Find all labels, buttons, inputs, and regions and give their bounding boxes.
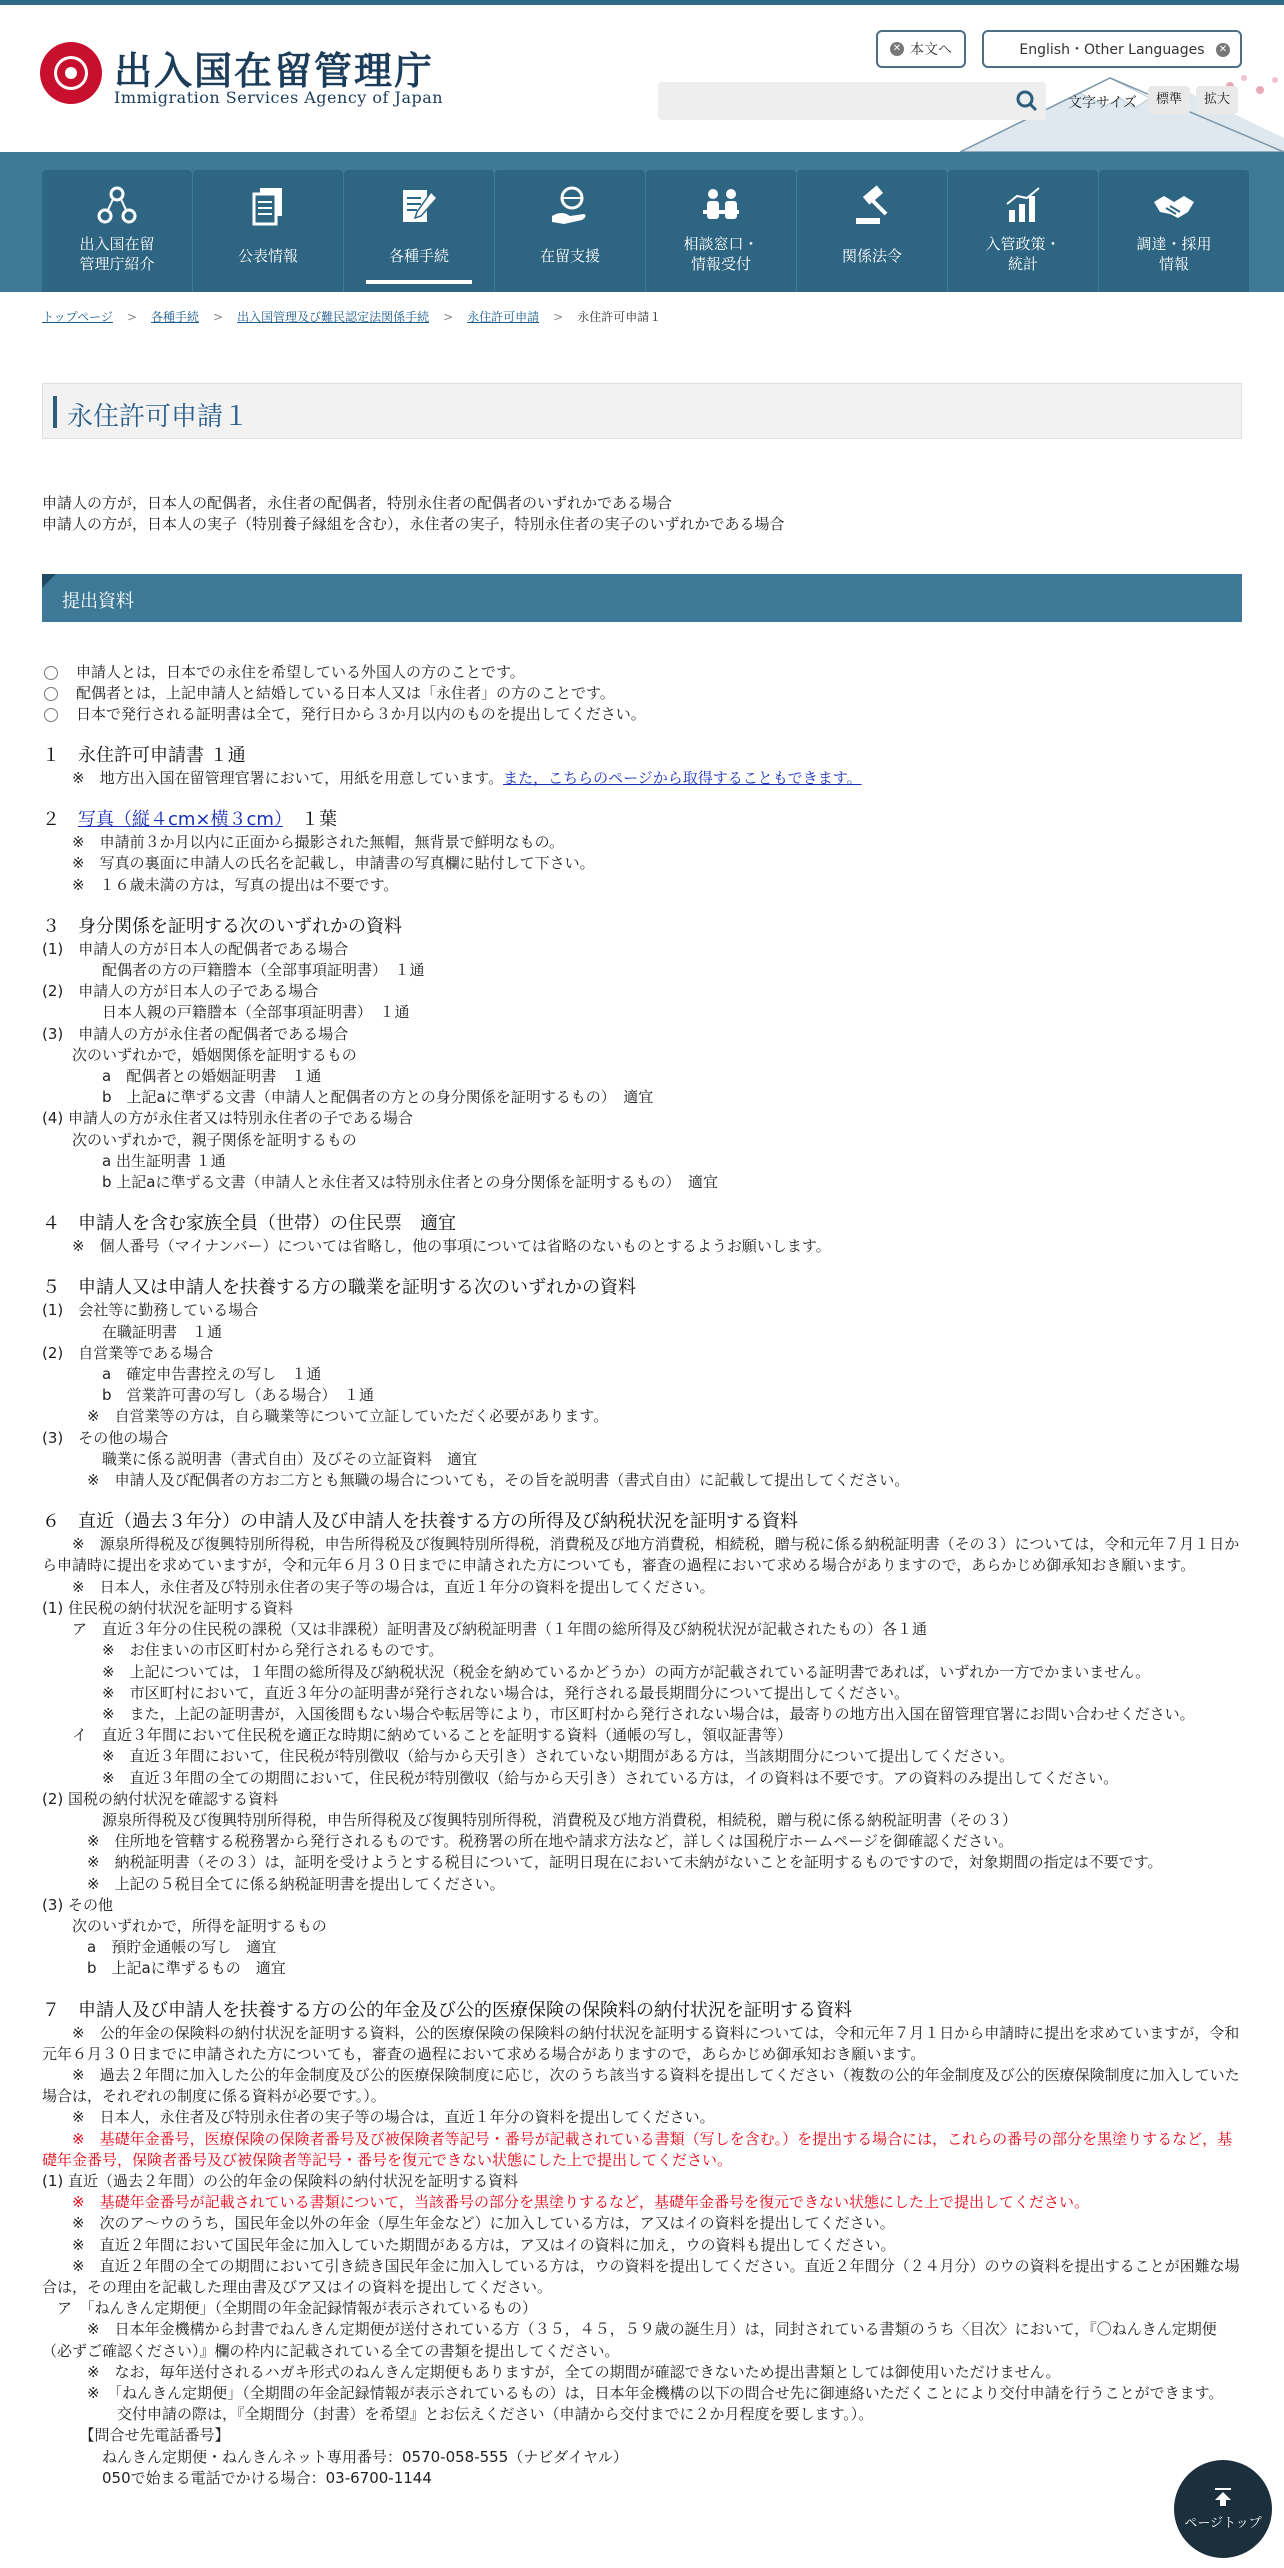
documents-icon xyxy=(246,184,290,228)
item-line xyxy=(42,1343,1242,1364)
item-text: ※ 基礎年金番号，医療保険の保険者番号及び被保険者等記号・番号が記載されている書類（写しを含む。）を提出する場合には，これらの番号の部分を黒塗りするなど，基礎年金番号，保険者番号及び被保険者等記号・番号を復元できない状態にした上で提出してください。 xyxy=(42,2129,1233,2169)
item-heading xyxy=(42,744,1242,768)
item-text: ※ 上記については，１年間の総所得及び納税状況（税金を納めているかどうか）の両方が記載されている証明書であれば，いずれか一方でかまいません。 xyxy=(42,1662,1151,1681)
item-text: ※ 申請人及び配偶者の方お二方とも無職の場合についても，その旨を説明書（書式自由）に記載して提出してください。 xyxy=(42,1471,910,1490)
item-line xyxy=(42,2023,1242,2065)
item-line xyxy=(42,1640,1242,1661)
item-line xyxy=(42,1002,1242,1023)
item-line xyxy=(42,1916,1242,1937)
condition-line: 申請人の方が，日本人の実子（特別養子縁組を含む），永住者の実子，特別永住者の実子のいずれかである場合 xyxy=(42,515,785,533)
item-line xyxy=(42,2362,1242,2383)
item-text: 源泉所得税及び復興特別所得税，申告所得税及び復興特別所得税，消費税及び地方消費税，相続税，贈与税に係る納税証明書（その３） xyxy=(42,1810,1018,1829)
item-line xyxy=(42,1958,1242,1979)
section-heading-bar xyxy=(42,574,1242,622)
item-line xyxy=(42,1577,1242,1598)
item-heading xyxy=(42,1510,1242,1534)
item-line xyxy=(42,1024,1242,1045)
item-line xyxy=(42,1725,1242,1746)
item-line xyxy=(42,2171,1242,2192)
item-text: 【問合せ先電話番号】 xyxy=(42,2426,230,2445)
item-text: ※ 日本人，永住者及び特別永住者の実子等の場合は，直近１年分の資料を提出してください。 xyxy=(42,1577,715,1596)
applicant-conditions xyxy=(42,493,785,535)
item-line xyxy=(42,1874,1242,1895)
nav-label: 各種手続 xyxy=(388,247,449,265)
page-title-box xyxy=(42,383,1242,439)
top-accent-bar xyxy=(0,0,1284,5)
item-text: ※ 上記の５税目全てに係る納税証明書を提出してください。 xyxy=(42,1874,505,1893)
item-text: 職業に係る説明書（書式自由）及びその立証資料 適宜 xyxy=(42,1449,478,1468)
breadcrumb-link-top[interactable]: トップページ xyxy=(42,310,113,324)
agency-emblem-icon xyxy=(40,42,102,104)
item-line xyxy=(42,2213,1242,2234)
item-link[interactable]: 写真（縦４cm×横３cm） xyxy=(78,809,283,831)
note-item: 配偶者とは，上記申請人と結婚している日本人又は「永住者」の方のことです。 xyxy=(42,683,646,704)
nav-label: 出入国在留 管理庁紹介 xyxy=(79,235,155,273)
item-line xyxy=(42,1364,1242,1385)
item-text: 次のいずれかで，親子関係を証明するもの xyxy=(42,1130,357,1149)
item-text: ※ 個人番号（マイナンバー）については省略し，他の事項については省略のないものとするようお願いします。 xyxy=(42,1237,831,1256)
nav-item-consultation[interactable] xyxy=(646,170,796,292)
nav-item-procedures[interactable] xyxy=(344,170,494,292)
item-line xyxy=(42,939,1242,960)
item-text: 次のいずれかで，所得を証明するもの xyxy=(42,1916,327,1935)
item-text: ※ 公的年金の保険料の納付状況を証明する資料，公的医療保険の保険料の納付状況を証明する資料については，令和元年７月１日から申請時に提出を求めていますが，令和元年６月３０日までに申請された方についても，審査の過程において求める場合がありますので，あらかじめ御承知おき願います。 xyxy=(42,2023,1240,2063)
nav-label: 公表情報 xyxy=(237,247,298,265)
chevron-right-icon: > xyxy=(443,310,454,324)
search-icon[interactable] xyxy=(1016,90,1038,112)
item-line xyxy=(42,1831,1242,1852)
nav-label: 入管政策・ 統計 xyxy=(985,235,1061,273)
item-text: ※ 直近３年間の全ての期間において，住民税が特別徴収（給与から天引き）されている方は，イの資料は不要です。アの資料のみ提出してください。 xyxy=(42,1768,1119,1787)
item-text: ※ 住所地を管轄する税務署から発行されるものです。税務署の所在地や請求方法など，詳しくは国税庁ホームページを御確認ください。 xyxy=(42,1832,1014,1851)
item-text: ※ 過去２年間に加入した公的年金制度及び公的医療保険制度に応じ，次のうち該当する資料を提出してください（複数の公的年金制度及び公的医療保険制度に加入していた場合は，それぞれの制度に係る資料が必要です。）。 xyxy=(42,2065,1240,2106)
item-text: イ 直近３年間において住民税を適正な時期に納めていることを証明する資料（通帳の写し，領収証書等） xyxy=(42,1726,793,1745)
item-text: ア 直近３年分の住民税の課税（又は非課税）証明書及び納税証明書（１年間の総所得及び納税状況が記載されたもの）各１通 xyxy=(42,1620,928,1639)
nav-item-procurement-recruitment[interactable] xyxy=(1099,170,1249,292)
item-text: b 営業許可書の写し（ある場合） １通 xyxy=(42,1386,375,1405)
item-line xyxy=(42,981,1242,1002)
item-text: ※ 次のア～ウのうち，国民年金以外の年金（厚生年金など）に加入している方は，ア又はイの資料を提出してください。 xyxy=(42,2214,895,2233)
item-text: ４ 申請人を含む家族全員（世帯）の住民票 適宜 xyxy=(42,1213,456,1235)
item-line xyxy=(42,1895,1242,1916)
item-text: (3) その他の場合 xyxy=(42,1428,169,1447)
item-line xyxy=(42,1598,1242,1619)
item-text: ※ 日本人，永住者及び特別永住者の実子等の場合は，直近１年分の資料を提出してください。 xyxy=(42,2108,715,2127)
item-text: ※ 地方出入国在留管理官署において，用紙を用意しています。 xyxy=(42,769,504,787)
item-line xyxy=(42,2383,1242,2404)
item-text: ※ 申請前３か月以内に正面から撮影された無帽，無背景で鮮明なもの。 xyxy=(42,833,564,852)
item-line xyxy=(42,1151,1242,1172)
item-text: ※ 「ねんきん定期便」（全期間の年金記録情報が表示されているもの）は，日本年金機構の以下の問合せ先に御連絡いただくことにより交付申請を行うことができます。 xyxy=(42,2384,1224,2402)
item-text-after: １葉 xyxy=(282,809,337,831)
pen-document-icon xyxy=(397,184,441,228)
warning-note xyxy=(42,2129,1242,2171)
chevron-right-icon: > xyxy=(213,310,224,324)
item-text: ※ 納税証明書（その３）は，証明を受けようとする税目について，証明日現在において未納がないことを証明するものですので，対象期間の指定は不要です。 xyxy=(42,1853,1163,1872)
item-text: (1) 直近（過去２年間）の公的年金の保険料の納付状況を証明する資料 xyxy=(42,2171,519,2190)
item-text: ３ 身分関係を証明する次のいずれかの資料 xyxy=(42,915,402,937)
item-line xyxy=(42,1704,1242,1725)
item-text: (1) 申請人の方が日本人の配偶者である場合 xyxy=(42,939,349,958)
circle-x-icon: ✕ xyxy=(890,42,904,56)
item-text: 050で始まる電話でかける場合：03-6700-1144 xyxy=(42,2468,432,2487)
item-line xyxy=(42,1768,1242,1789)
item-line xyxy=(42,1470,1242,1491)
breadcrumb xyxy=(42,308,661,325)
item-line xyxy=(42,1172,1242,1193)
breadcrumb-link-immigration-act[interactable]: 出入国管理及び難民認定法関係手続 xyxy=(237,310,430,324)
item-text: ねんきん定期便・ねんきんネット専用番号：0570-058-555（ナビダイヤル） xyxy=(42,2447,628,2466)
breadcrumb-link-procedures[interactable]: 各種手続 xyxy=(150,310,199,324)
item-text: ※ お住まいの市区町村から発行されるものです。 xyxy=(42,1641,444,1660)
page-top-label: ページトップ xyxy=(1184,2516,1262,2531)
nav-item-laws[interactable] xyxy=(797,170,947,292)
item-line xyxy=(42,1087,1242,1108)
item-line xyxy=(42,768,1242,789)
item-line xyxy=(42,1662,1242,1683)
global-navigation xyxy=(0,152,1284,292)
item-line xyxy=(42,1406,1242,1427)
item-text: (2) 自営業等である場合 xyxy=(42,1343,214,1362)
item-text: a 預貯金通帳の写し 適宜 xyxy=(42,1938,277,1957)
item-line xyxy=(42,1789,1242,1810)
site-title: 出入国在留管理庁 xyxy=(114,48,435,93)
item-line xyxy=(42,2425,1242,2446)
item-line xyxy=(42,1066,1242,1087)
item-line xyxy=(42,875,1242,896)
note-item: 日本で発行される証明書は全て，発行日から３か月以内のものを提出してください。 xyxy=(42,704,646,725)
circle-x-icon: ✕ xyxy=(1216,43,1230,57)
item-text: 在職証明書 １通 xyxy=(42,1322,223,1341)
item-text: 日本人親の戸籍謄本（全部事項証明書） １通 xyxy=(42,1003,410,1022)
item-line xyxy=(42,853,1242,874)
item-text: (3) 申請人の方が永住者の配偶者である場合 xyxy=(42,1024,349,1043)
item-line xyxy=(42,1683,1242,1704)
item-text: ５ 申請人又は申請人を扶養する方の職業を証明する次のいずれかの資料 xyxy=(42,1277,636,1299)
item-text: (4) 申請人の方が永住者又は特別永住者の子である場合 xyxy=(42,1109,414,1128)
skip-to-content-label: 本文へ xyxy=(910,42,952,58)
chevron-right-icon: > xyxy=(126,310,137,324)
item-line xyxy=(42,1428,1242,1449)
item-text: ６ 直近（過去３年分）の申請人及び申請人を扶養する方の所得及び納税状況を証明する資料 xyxy=(42,1511,798,1533)
item-line xyxy=(42,2319,1242,2361)
item-line xyxy=(42,1937,1242,1958)
item-text: a 確定申告書控えの写し １通 xyxy=(42,1365,322,1384)
item-text: ※ 日本年金機構から封書でねんきん定期便が送付されている方（３５，４５，５９歳の誕生月）は，同封されている書類のうち〈目次〉において，『〇ねんきん定期便（必ずご確認ください）』欄の枠内に記載されている全ての書類を提出してください。 xyxy=(42,2320,1217,2360)
item-line xyxy=(42,2298,1242,2319)
item-text: ２ xyxy=(42,809,78,831)
item-line xyxy=(42,1852,1242,1873)
item-heading xyxy=(42,1999,1242,2023)
item-line xyxy=(42,1385,1242,1406)
item-text: a 配偶者との婚姻証明書 １通 xyxy=(42,1067,322,1086)
people-network-icon xyxy=(95,184,139,228)
nav-label: 関係法令 xyxy=(841,247,902,265)
item-line xyxy=(42,2468,1242,2489)
item-line xyxy=(42,2107,1242,2128)
item-text: (3) その他 xyxy=(42,1895,114,1914)
item-line xyxy=(42,1045,1242,1066)
page-title: 永住許可申請１ xyxy=(67,402,250,432)
item-text: ア 「ねんきん定期便」（全期間の年金記録情報が表示されているもの） xyxy=(42,2299,538,2318)
nav-label: 調達・採用 情報 xyxy=(1136,235,1212,273)
item-text: ※ 市区町村において，直近３年分の証明書が発行されない場合は，発行される最長期間分について提出してください。 xyxy=(42,1683,909,1702)
page-top-button[interactable] xyxy=(1174,2460,1272,2558)
item-heading xyxy=(42,1212,1242,1236)
item-line xyxy=(42,1108,1242,1129)
nav-item-policy-statistics[interactable] xyxy=(948,170,1098,292)
handshake-icon xyxy=(1152,184,1196,228)
item-text: (1) 住民税の納付状況を証明する資料 xyxy=(42,1598,294,1617)
item-line xyxy=(42,1534,1242,1576)
item-text: ※ 直近３年間において，住民税が特別徴収（給与から天引き）されていない期間がある方は，当該期間分について提出してください。 xyxy=(42,1747,1014,1766)
skip-to-content-button[interactable] xyxy=(876,30,966,68)
definition-notes xyxy=(42,662,646,725)
item-text: a 出生証明書 １通 xyxy=(42,1151,226,1170)
site-subtitle: Immigration Services Agency of Japan xyxy=(114,88,444,107)
item-text: (2) 申請人の方が日本人の子である場合 xyxy=(42,982,319,1001)
breadcrumb-link-permanent-residence[interactable]: 永住許可申請 xyxy=(467,310,540,324)
language-switch-label: English・Other Languages xyxy=(1019,42,1205,58)
chevron-right-icon: > xyxy=(553,310,564,324)
item-text: ※ また，上記の証明書が，入国後間もない場合や転居等により，市区町村から発行されない場合は，最寄りの地方出入国在留管理官署にお問い合わせください。 xyxy=(42,1704,1195,1723)
item-text: ７ 申請人及び申請人を扶養する方の公的年金及び公的医療保険の保険料の納付状況を証明する資料 xyxy=(42,1999,852,2021)
item-heading xyxy=(42,915,1242,939)
item-line xyxy=(42,1322,1242,1343)
item-line xyxy=(42,832,1242,853)
nav-item-public-info[interactable] xyxy=(193,170,343,292)
section-heading: 提出資料 xyxy=(62,591,134,612)
item-line xyxy=(42,960,1242,981)
item-link[interactable]: また，こちらのページから取得することもできます。 xyxy=(503,769,862,787)
item-line xyxy=(42,1746,1242,1767)
site-search-input[interactable] xyxy=(658,82,1046,120)
note-item: 申請人とは，日本での永住を希望している外国人の方のことです。 xyxy=(42,662,646,683)
item-text: ※ 直近２年間の全ての期間において引き続き国民年金に加入している方は，ウの資料を提出してください。直近２年間分（２４月分）のウの資料を提出することが困難な場合は，その理由を記載した理由書及びア又はイの資料を提出してください。 xyxy=(42,2256,1240,2296)
item-text: 配偶者の方の戸籍謄本（全部事項証明書） １通 xyxy=(42,961,425,980)
font-size-standard-button[interactable]: 標準 xyxy=(1148,86,1190,114)
consultation-icon xyxy=(699,184,743,228)
required-documents-list xyxy=(42,744,1242,2489)
item-line xyxy=(42,1130,1242,1151)
item-text: 次のいずれかで，婚姻関係を証明するもの xyxy=(42,1045,357,1064)
condition-line: 申請人の方が，日本人の配偶者，永住者の配偶者，特別永住者の配偶者のいずれかである場合 xyxy=(42,494,673,512)
item-text: b 上記aに準ずるもの 適宜 xyxy=(42,1959,286,1978)
item-text: ※ 写真の裏面に申請人の氏名を記載し，申請書の写真欄に貼付して下さい。 xyxy=(42,854,595,873)
item-text: ※ １６歳未満の方は，写真の提出は不要です。 xyxy=(42,875,399,894)
item-text: (1) 会社等に勤務している場合 xyxy=(42,1301,259,1320)
item-text: 交付申請の際は，『全期間分（封書）を希望』とお伝えください（申請から交付までに２か月程度を要します。）。 xyxy=(42,2405,874,2424)
nav-label: 相談窓口・ 情報受付 xyxy=(683,235,759,273)
bar-chart-icon xyxy=(1001,184,1045,228)
language-switch-button[interactable] xyxy=(982,30,1242,68)
item-text: (2) 国税の納付状況を確認する資料 xyxy=(42,1789,279,1808)
nav-label: 在留支援 xyxy=(539,247,600,265)
item-line xyxy=(42,1810,1242,1831)
font-size-large-button[interactable]: 拡大 xyxy=(1196,86,1238,114)
item-text: ※ 直近２年間において国民年金に加入していた期間がある方は，ア又はイの資料に加え，ウの資料も提出してください。 xyxy=(42,2235,896,2254)
gavel-icon xyxy=(850,184,894,228)
item-text: ※ なお，毎年送付されるハガキ形式のねんきん定期便もありますが，全ての期間が確認できないため提出書類としては御使用いただけません。 xyxy=(42,2362,1061,2381)
item-text: １ 永住許可申請書 １通 xyxy=(42,745,246,766)
item-line xyxy=(42,1449,1242,1470)
item-line xyxy=(42,2256,1242,2298)
item-line xyxy=(42,1236,1242,1257)
item-line xyxy=(42,1300,1242,1321)
title-accent-bar xyxy=(53,396,57,428)
corner-accent xyxy=(42,574,56,588)
item-line xyxy=(42,2404,1242,2425)
item-line xyxy=(42,2235,1242,2256)
item-heading xyxy=(42,1276,1242,1300)
arrow-up-icon xyxy=(1213,2488,1233,2506)
font-size-label: 文字サイズ xyxy=(1068,95,1137,111)
nav-item-residence-support[interactable] xyxy=(495,170,645,292)
item-text: b 上記aに準ずる文書（申請人と配偶者の方との身分関係を証明するもの） 適宜 xyxy=(42,1088,654,1107)
nav-item-agency-intro[interactable] xyxy=(42,170,192,292)
breadcrumb-current: 永住許可申請１ xyxy=(577,310,662,324)
item-text: ※ 自営業等の方は，自ら職業等について立証していただく必要があります。 xyxy=(42,1407,609,1426)
warning-note xyxy=(42,2192,1242,2213)
item-heading xyxy=(42,808,1242,832)
item-line xyxy=(42,1619,1242,1640)
hand-globe-icon xyxy=(548,184,592,228)
item-line xyxy=(42,2065,1242,2107)
item-text: ※ 源泉所得税及び復興特別所得税，申告所得税及び復興特別所得税，消費税及び地方消費税，相続税，贈与税に係る納税証明書（その３）については，令和元年７月１日から申請時に提出を求めていますが，令和元年６月３０日までに申請された方についても，審査の過程において求める場合がありますので，あらかじめ御承知おき願います。 xyxy=(42,1535,1240,1575)
item-text: ※ 基礎年金番号が記載されている書類について，当該番号の部分を黒塗りするなど，基礎年金番号を復元できない状態にした上で提出してください。 xyxy=(42,2193,1089,2212)
item-text: b 上記aに準ずる文書（申請人と永住者又は特別永住者との身分関係を証明するもの） 適宜 xyxy=(42,1173,718,1192)
item-line xyxy=(42,2447,1242,2468)
